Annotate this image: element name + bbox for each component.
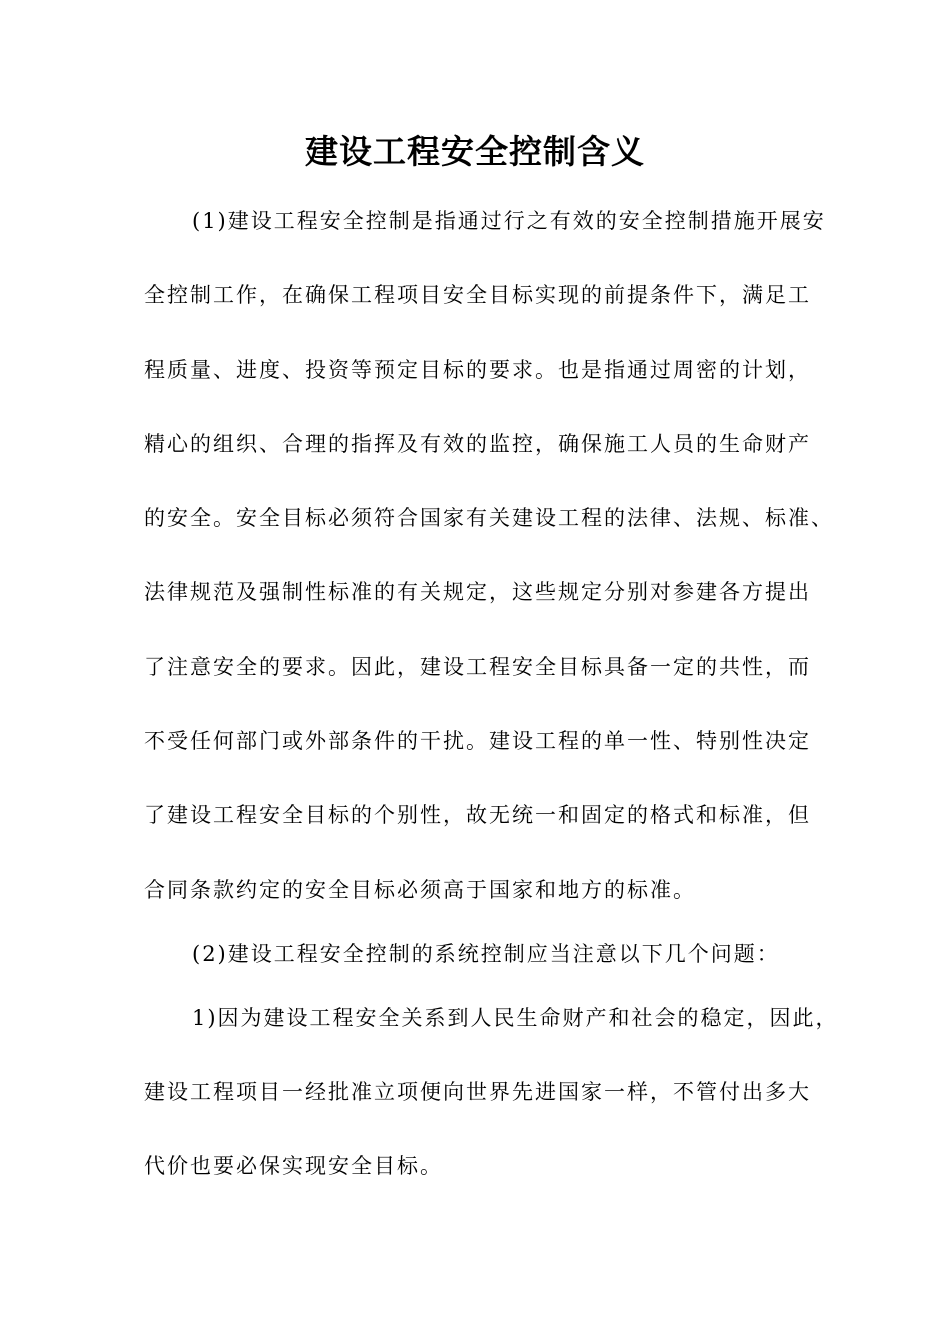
paragraph-1-line-10: 合同条款约定的安全目标必须高于国家和地方的标准。 xyxy=(144,878,696,902)
paragraph-3-line-2: 建设工程项目一经批准立项便向世界先进国家一样，不管付出多大 xyxy=(144,1080,811,1104)
paragraph-1-line-9: 了建设工程安全目标的个别性，故无统一和固定的格式和标准，但 xyxy=(144,803,811,827)
paragraph-3-line-1: 1)因为建设工程安全关系到人民生命财产和社会的稳定，因此， xyxy=(192,1006,839,1030)
paragraph-1-line-8: 不受任何部门或外部条件的干扰。建设工程的单一性、特别性决定 xyxy=(144,729,811,753)
paragraph-1-line-2: 全控制工作，在确保工程项目安全目标实现的前提条件下，满足工 xyxy=(144,283,811,307)
paragraph-1-line-1: (1)建设工程安全控制是指通过行之有效的安全控制措施开展安 xyxy=(192,209,826,233)
paragraph-1-line-3: 程质量、进度、投资等预定目标的要求。也是指通过周密的计划， xyxy=(144,358,811,382)
paragraph-3-line-3: 代价也要必保实现安全目标。 xyxy=(144,1154,443,1178)
paragraph-1-line-4: 精心的组织、合理的指挥及有效的监控，确保施工人员的生命财产 xyxy=(144,432,811,456)
paragraph-1-line-5: 的安全。安全目标必须符合国家有关建设工程的法律、法规、标准、 xyxy=(144,506,834,530)
document-title: 建设工程安全控制含义 xyxy=(305,132,645,171)
paragraph-1-line-6: 法律规范及强制性标准的有关规定，这些规定分别对参建各方提出 xyxy=(144,580,811,604)
paragraph-1-line-7: 了注意安全的要求。因此，建设工程安全目标具备一定的共性，而 xyxy=(144,655,811,679)
paragraph-2-line-1: (2)建设工程安全控制的系统控制应当注意以下几个问题： xyxy=(192,942,780,966)
